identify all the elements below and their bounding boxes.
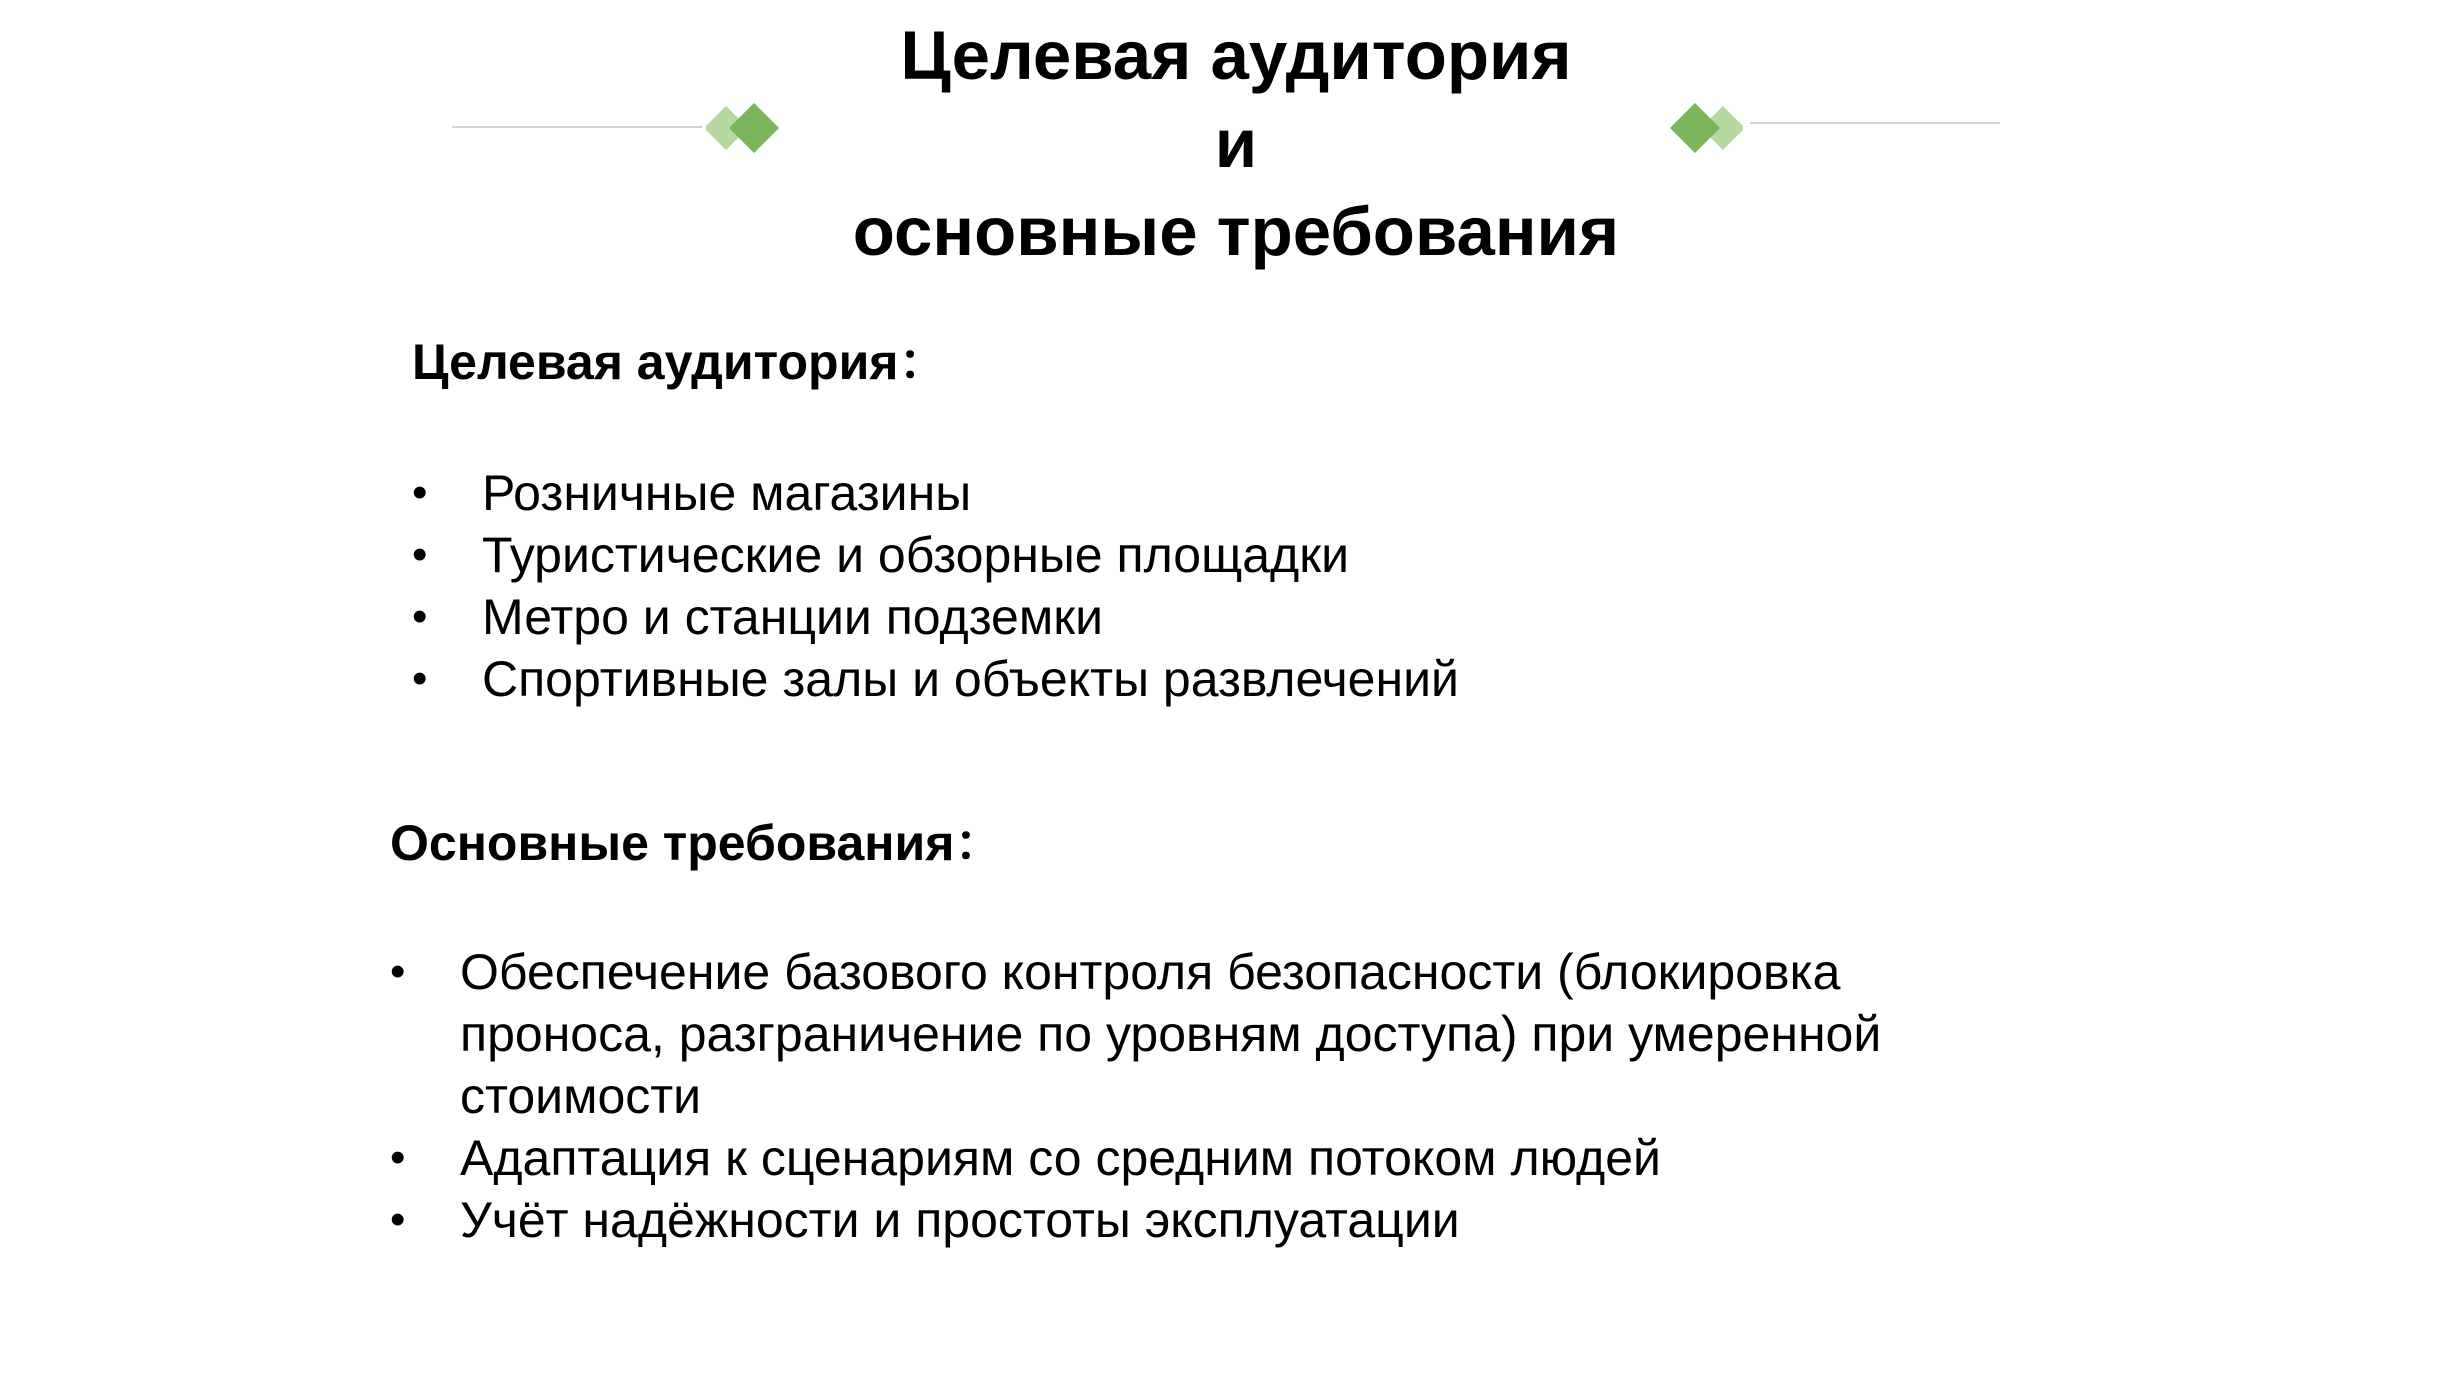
left-divider-line xyxy=(452,126,702,128)
right-diamond-ornament-icon xyxy=(1663,98,1743,158)
audience-item-text: Метро и станции подземки xyxy=(482,589,1104,645)
requirements-list-item xyxy=(390,1189,2010,1251)
audience-heading: Целевая аудитория： xyxy=(412,334,949,390)
bullet: • xyxy=(412,468,428,517)
audience-list xyxy=(412,462,1712,710)
left-diamond-dark xyxy=(729,103,779,153)
slide-title-line-1: Целевая аудитория xyxy=(900,17,1572,94)
audience-item-text: Спортивные залы и объекты развлечений xyxy=(482,651,1459,707)
requirements-list xyxy=(390,941,2010,1251)
slide-title-line-2: и xyxy=(1214,105,1258,182)
slide-title xyxy=(700,12,1772,276)
bullet: • xyxy=(412,530,428,579)
audience-list-item xyxy=(412,648,1712,710)
right-divider-line xyxy=(1750,122,2000,124)
requirements-item-text: Обеспечение базового контроля безопасности (блокировка проноса, разграничение по уровням доступа) при умеренной стоимости xyxy=(460,944,1882,1124)
audience-list-item xyxy=(412,524,1712,586)
right-diamond-dark xyxy=(1670,103,1720,153)
bullet: • xyxy=(390,1133,406,1182)
bullet: • xyxy=(412,592,428,641)
bullet: • xyxy=(390,1195,406,1244)
requirements-item-text: Адаптация к сценариям со средним потоком людей xyxy=(460,1130,1661,1186)
requirements-heading: Основные требования： xyxy=(390,815,1005,871)
requirements-list-item xyxy=(390,941,2010,1127)
requirements-list-item xyxy=(390,1127,2010,1189)
bullet: • xyxy=(390,947,406,996)
left-diamond-ornament-icon xyxy=(706,98,786,158)
audience-list-item xyxy=(412,462,1712,524)
audience-item-text: Туристические и обзорные площадки xyxy=(482,527,1350,583)
bullet: • xyxy=(412,654,428,703)
slide-title-line-3: основные требования xyxy=(852,193,1620,270)
requirements-item-text: Учёт надёжности и простоты эксплуатации xyxy=(460,1192,1460,1248)
audience-list-item xyxy=(412,586,1712,648)
audience-item-text: Розничные магазины xyxy=(482,465,972,521)
